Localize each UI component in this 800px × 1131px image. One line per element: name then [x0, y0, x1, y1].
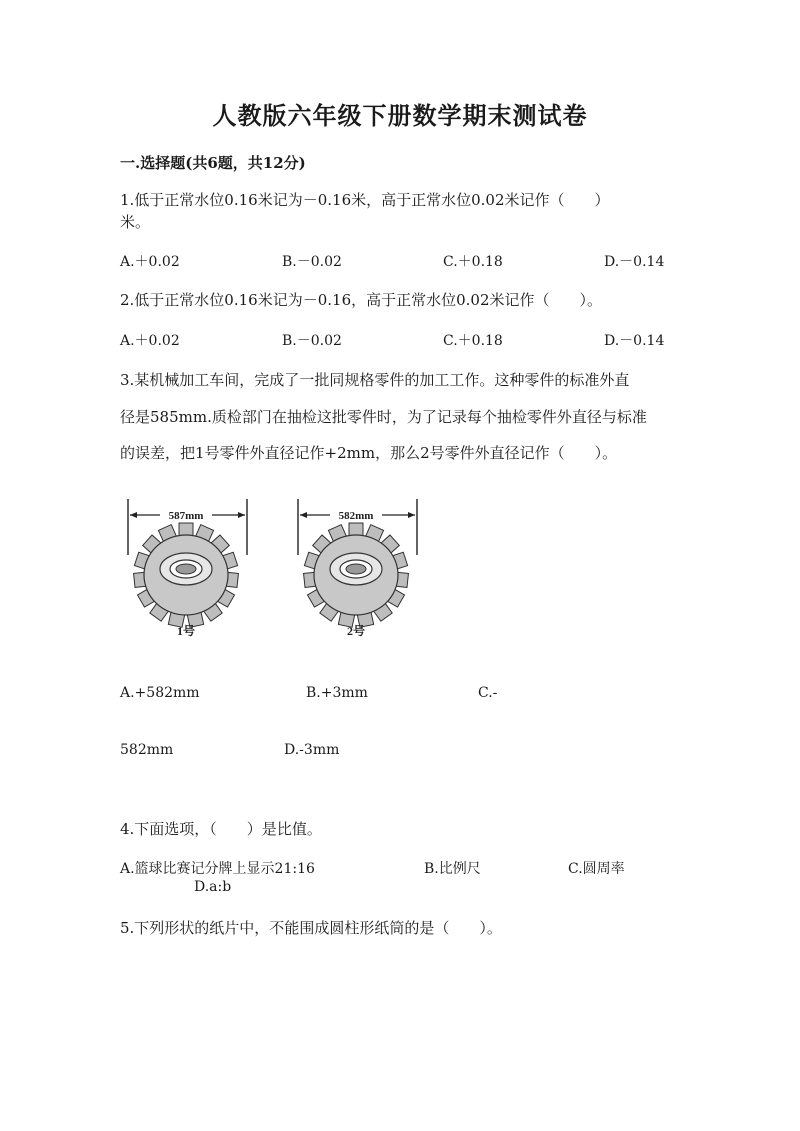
- question-3-text-line3: 的误差，把1号零件外直径记作+2mm，那么2号零件外直径记作（ ）。: [120, 444, 618, 462]
- q4-option-b[interactable]: B.比例尺: [424, 861, 481, 877]
- q2-option-c[interactable]: C.＋0.18: [443, 333, 503, 349]
- question-3-text-line2: 径是585mm.质检部门在抽检这批零件时，为了记录每个抽检零件外直径与标准: [120, 408, 647, 426]
- gear-2-label: 2号: [346, 624, 366, 638]
- section-heading: 一.选择题(共6题，共12分): [120, 154, 306, 172]
- q4-option-d[interactable]: D.a:b: [194, 879, 232, 895]
- q3-option-d[interactable]: D.-3mm: [284, 742, 340, 758]
- q1-option-b[interactable]: B.－0.02: [282, 254, 342, 270]
- q2-option-b[interactable]: B.－0.02: [282, 333, 342, 349]
- q3-option-a[interactable]: A.+582mm: [120, 685, 200, 701]
- q3-option-c-cont: 582mm: [120, 742, 174, 758]
- question-1-text-cont: 米。: [120, 213, 151, 231]
- q1-option-a[interactable]: A.＋0.02: [120, 254, 180, 270]
- gear-2-dimension: 582mm: [338, 510, 374, 522]
- question-1-text: 1.低于正常水位0.16米记为－0.16米，高于正常水位0.02米记作（ ）: [120, 191, 610, 209]
- q4-option-c[interactable]: C.圆周率: [568, 861, 625, 877]
- gear-1-dimension: 587mm: [168, 510, 204, 522]
- question-5-text: 5.下列形状的纸片中，不能围成圆柱形纸筒的是（ ）。: [120, 919, 502, 937]
- q2-option-d[interactable]: D.－0.14: [604, 333, 665, 349]
- q4-option-a[interactable]: A.篮球比赛记分牌上显示21:16: [120, 861, 315, 877]
- gear-2-figure: [290, 495, 425, 640]
- gear-1-figure: [120, 495, 255, 640]
- q1-option-d[interactable]: D.－0.14: [604, 254, 665, 270]
- question-2-text: 2.低于正常水位0.16米记为－0.16，高于正常水位0.02米记作（ ）。: [120, 291, 603, 309]
- q3-option-b[interactable]: B.+3mm: [306, 685, 368, 701]
- q2-option-a[interactable]: A.＋0.02: [120, 333, 180, 349]
- q3-option-c[interactable]: C.-: [478, 685, 498, 701]
- question-4-text: 4.下面选项，（ ）是比值。: [120, 820, 322, 838]
- q1-option-c[interactable]: C.＋0.18: [443, 254, 503, 270]
- gear-1-label: 1号: [176, 624, 196, 638]
- page-title: 人教版六年级下册数学期末测试卷: [212, 101, 588, 130]
- question-3-text: 3.某机械加工车间，完成了一批同规格零件的加工工作。这种零件的标准外直: [120, 371, 630, 389]
